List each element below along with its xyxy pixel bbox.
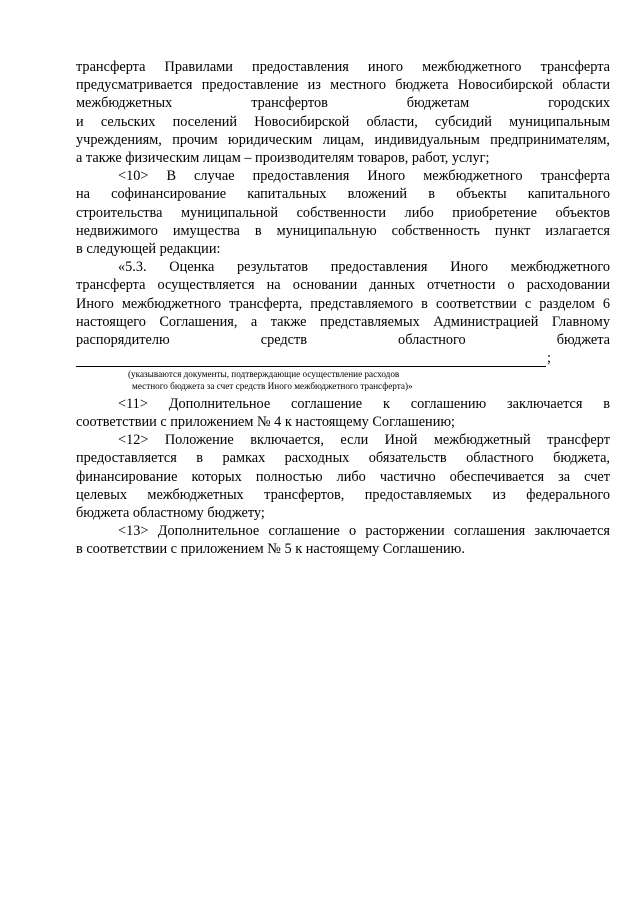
text-line: строительства муниципальной собственности либо приобретение объектов <box>76 204 610 221</box>
text-line: <10> В случае предоставления Иного межбюджетного трансферта <box>118 168 610 185</box>
document-page <box>76 58 610 559</box>
paragraph-footnote-11 <box>76 395 610 431</box>
text-line: <13> Дополнительное соглашение о расторжении соглашения заключается <box>118 523 610 540</box>
text-line: финансирование которых полностью либо частично обеспечивается за счет <box>76 468 610 485</box>
paragraph-footnote-12 <box>76 431 610 522</box>
text-line: в соответствии с приложением № 5 к настоящему Соглашению. <box>76 541 465 558</box>
blank-underline <box>76 353 546 367</box>
text-line: настоящего Соглашения, а также представляемых Администрацией Главному <box>76 313 610 330</box>
text-line: Иного межбюджетного трансферта, представляемого в соответствии с разделом 6 <box>76 295 610 312</box>
note-line: местного бюджета за счет средств Иного межбюджетного трансферта)» <box>132 380 413 391</box>
text-line: предоставляется в рамках расходных обязательств областного бюджета, <box>76 450 610 467</box>
paragraph-clause-5-3 <box>76 258 610 392</box>
text-line: соответствии с приложением № 4 к настоящему Соглашению; <box>76 414 456 431</box>
text-line: трансферта осуществляется на основании данных отчетности о расходовании <box>76 277 610 294</box>
text-line: трансферта Правилами предоставления иного межбюджетного трансферта <box>76 59 610 75</box>
note-line: (указываются документы, подтверждающие осуществление расходов <box>128 369 400 380</box>
paragraph-transfer-rules <box>76 58 610 167</box>
text-line: и сельских поселений Новосибирской области, субсидий муниципальным <box>76 113 610 130</box>
text-line: «5.3. Оценка результатов предоставления Иного межбюджетного <box>118 259 610 276</box>
text-line: на софинансирование капитальных вложений в объекты капитального <box>76 186 610 203</box>
text-line: предусматривается предоставление из местного бюджета Новосибирской области <box>76 77 610 94</box>
blank-terminator: ; <box>547 350 551 367</box>
text-line: а также физическим лицам – производителям товаров, работ, услуг; <box>76 150 490 167</box>
text-line: распорядителю средств областного бюджета <box>76 332 610 349</box>
text-line: межбюджетных трансфертов бюджетам городских <box>76 95 610 112</box>
text-line: учреждениям, прочим юридическим лицам, индивидуальным предпринимателям, <box>76 131 610 148</box>
blank-caption-note <box>128 369 610 391</box>
text-line: целевых межбюджетных трансфертов, предоставляемых из федерального <box>76 486 610 503</box>
text-line: <12> Положение включается, если Иной межбюджетный трансферт <box>118 432 610 449</box>
text-line: в следующей редакции: <box>76 241 221 258</box>
fill-in-blank-line <box>76 349 610 367</box>
text-line: <11> Дополнительное соглашение к соглашению заключается в <box>118 395 610 412</box>
text-line: бюджета областному бюджету; <box>76 505 265 522</box>
text-line: недвижимого имущества в муниципальную собственность пункт излагается <box>76 222 610 239</box>
paragraph-footnote-10 <box>76 167 610 258</box>
paragraph-footnote-13 <box>76 522 610 558</box>
